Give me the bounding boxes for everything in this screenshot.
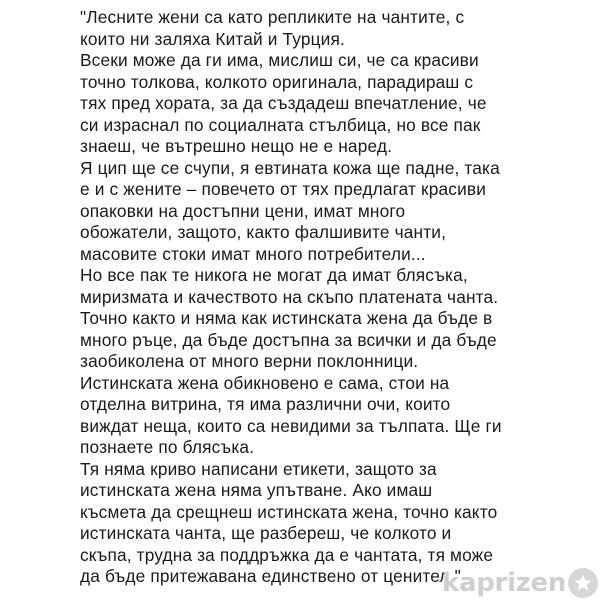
- quote-line: които ни заляха Китай и Турция.: [80, 28, 345, 49]
- quote-line: истинската чанта, ще разбереш, че колкото и: [80, 523, 452, 543]
- quote-text: [80, 7, 610, 588]
- quote-line: тях пред хората, за да създадеш впечатление, че: [80, 93, 487, 113]
- quote-line: Всеки може да ги има, мислиш си, че са красиви: [80, 50, 479, 70]
- quote-line: заобиколена от много верни поклонници.: [80, 351, 419, 371]
- quote-line: да бъде притежавана единствено от ценител.": [80, 566, 461, 586]
- watermark-text: kaprizen: [442, 568, 567, 598]
- star-icon-glyph: [573, 573, 593, 593]
- quote-line: знаеш, че вътрешно нещо не е наред.: [80, 136, 393, 156]
- quote-line: си израснал по социалната стълбица, но все пак: [80, 114, 481, 135]
- watermark: [442, 560, 612, 606]
- quote-line: отделна витрина, тя има различни очи, които: [80, 394, 451, 414]
- quote-line: масовите стоки имат много потребители...: [80, 243, 426, 264]
- quote-line: точно толкова, колкото оригинала, парадираш с: [80, 71, 474, 92]
- quote-line: Я цип ще се счупи, я евтината кожа ще падне, така: [80, 157, 500, 178]
- quote-line: Истинската жена обикновено е сама, стои на: [80, 372, 450, 393]
- quote-line: миризмата и качеството на скъпо платената чанта.: [80, 286, 499, 307]
- quote-line: Точно както и няма как истинската жена да бъде в: [80, 308, 493, 328]
- quote-line: истинската жена няма упътване. Ако имаш: [80, 480, 433, 500]
- quote-line: много ръце, да бъде достъпна за всички и да бъде: [80, 329, 497, 350]
- quote-line: късмета да срещнеш истинската жена, точно както: [80, 501, 498, 522]
- quote-line: "Лесните жени са като репликите на чантите, с: [80, 7, 465, 27]
- quote-line: опаковки на достъпни цени, имат много: [80, 200, 406, 221]
- quote-line: е и с жените – повечето от тях предлагат красиви: [80, 179, 487, 199]
- quote-line: Тя няма криво написани етикети, защото за: [80, 458, 437, 479]
- quote-line: виждат неща, които са невидими за тълпата. Ще ги: [80, 415, 502, 436]
- star-icon: [568, 568, 598, 598]
- quote-line: Но все пак те никога не могат да имат блясъка,: [80, 265, 468, 285]
- quote-line: скъпа, трудна за поддръжка да е чантата, тя може: [80, 544, 494, 565]
- quote-line: познаете по блясъка.: [80, 437, 255, 457]
- quote-line: обожатели, защото, както фалшивите чанти,: [80, 222, 447, 242]
